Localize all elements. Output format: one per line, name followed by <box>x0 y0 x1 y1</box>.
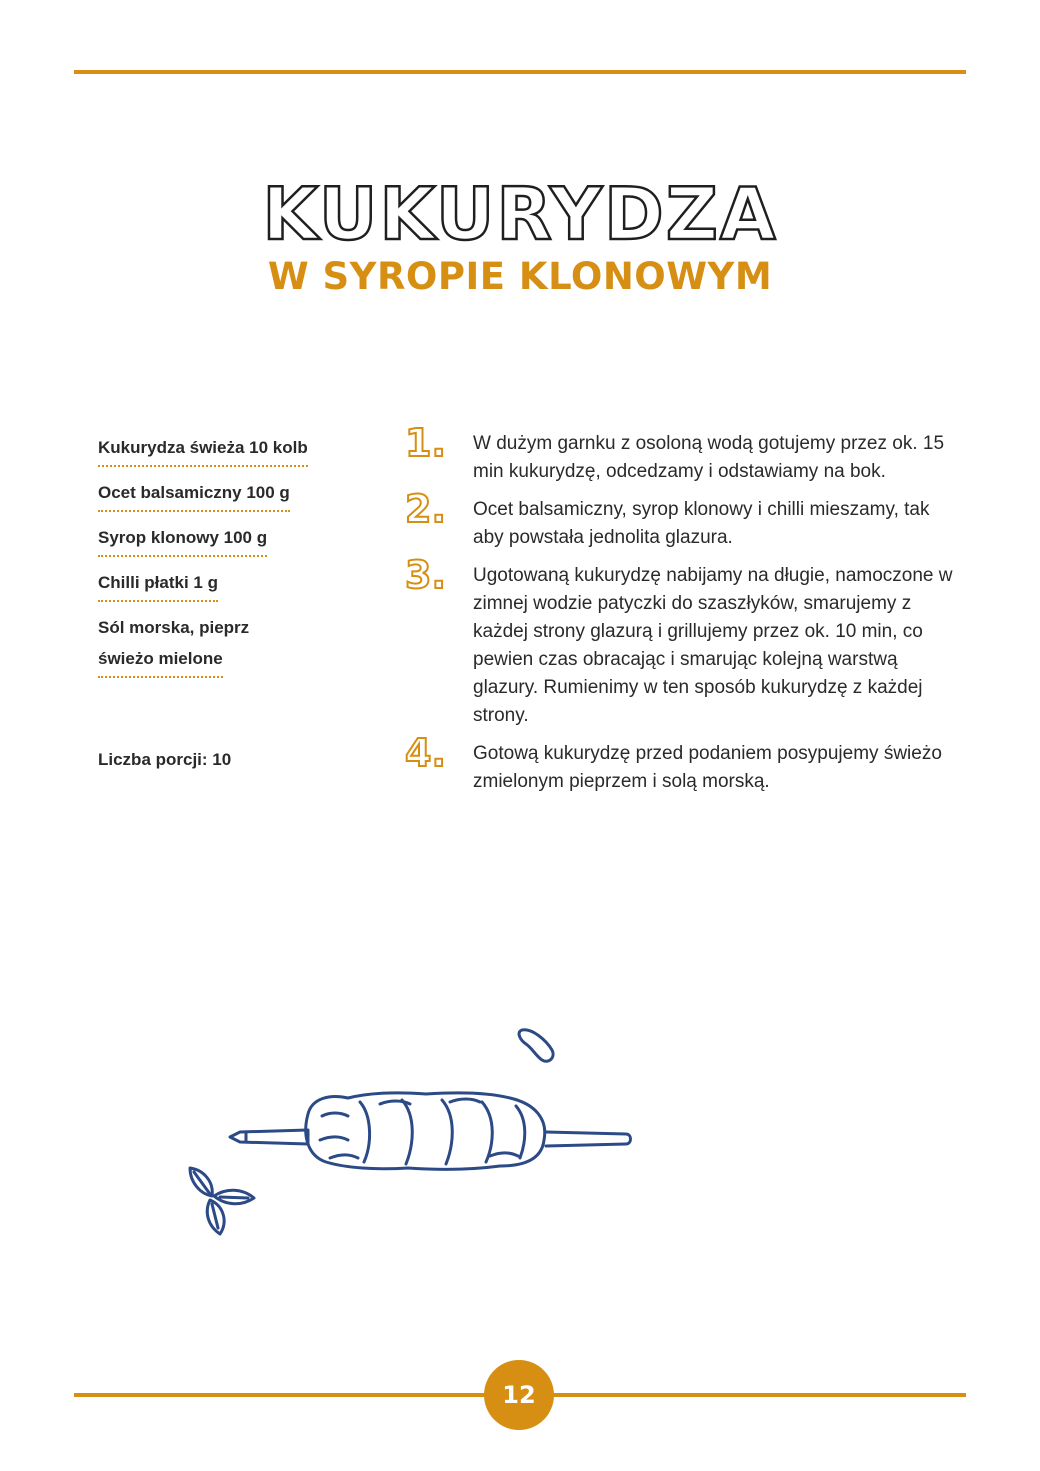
ingredients-list <box>98 432 398 688</box>
ingredient-line: Sól morska, pieprz <box>98 618 250 637</box>
step-number: 1. <box>405 421 446 465</box>
step-text: Ocet balsamiczny, syrop klonowy i chilli mieszamy, tak aby powstała jednolita glazura. <box>473 499 930 548</box>
step-number: 3. <box>405 553 446 597</box>
ingredient-item: Chilli płatki 1 g <box>98 567 398 602</box>
ingredient-item <box>98 612 398 678</box>
page-number: 12 <box>502 1381 536 1409</box>
step-number: 4. <box>405 731 446 775</box>
step-number: 2. <box>405 487 446 531</box>
step-item <box>405 421 965 486</box>
step-item <box>405 731 965 796</box>
corn-on-skewer-icon <box>180 1020 650 1255</box>
step-text: Gotową kukurydzę przed podaniem posypujemy świeżo zmielonym pieprzem i solą morską. <box>473 743 942 792</box>
step-item <box>405 553 965 730</box>
page-title: KUKURYDZA <box>262 172 778 256</box>
step-text: Ugotowaną kukurydzę nabijamy na długie, namoczone w zimnej wodzie patyczki do szaszłyków, smarujemy z każdej strony glazurą i grillujemy przez ok. 10 min, co pewien czas obracając i smarując kolejną warstwą glazury. Rumienimy w ten sposób kukurydzę z każdej strony. <box>473 565 953 726</box>
step-text: W dużym garnku z osoloną wodą gotujemy przez ok. 15 min kukurydzę, odcedzamy i odstawiamy na bok. <box>473 433 945 482</box>
step-item <box>405 487 965 552</box>
steps-list <box>405 421 965 806</box>
top-rule <box>74 70 966 74</box>
ingredient-item: Syrop klonowy 100 g <box>98 522 398 557</box>
page-number-badge <box>484 1360 554 1430</box>
ingredient-line: świeżo mielone <box>98 643 223 678</box>
page-subtitle: W SYROPIE KLONOWYM <box>267 255 773 298</box>
portions-count: Liczba porcji: 10 <box>98 750 232 769</box>
ingredient-item: Ocet balsamiczny 100 g <box>98 477 398 512</box>
ingredient-item: Kukurydza świeża 10 kolb <box>98 432 398 467</box>
